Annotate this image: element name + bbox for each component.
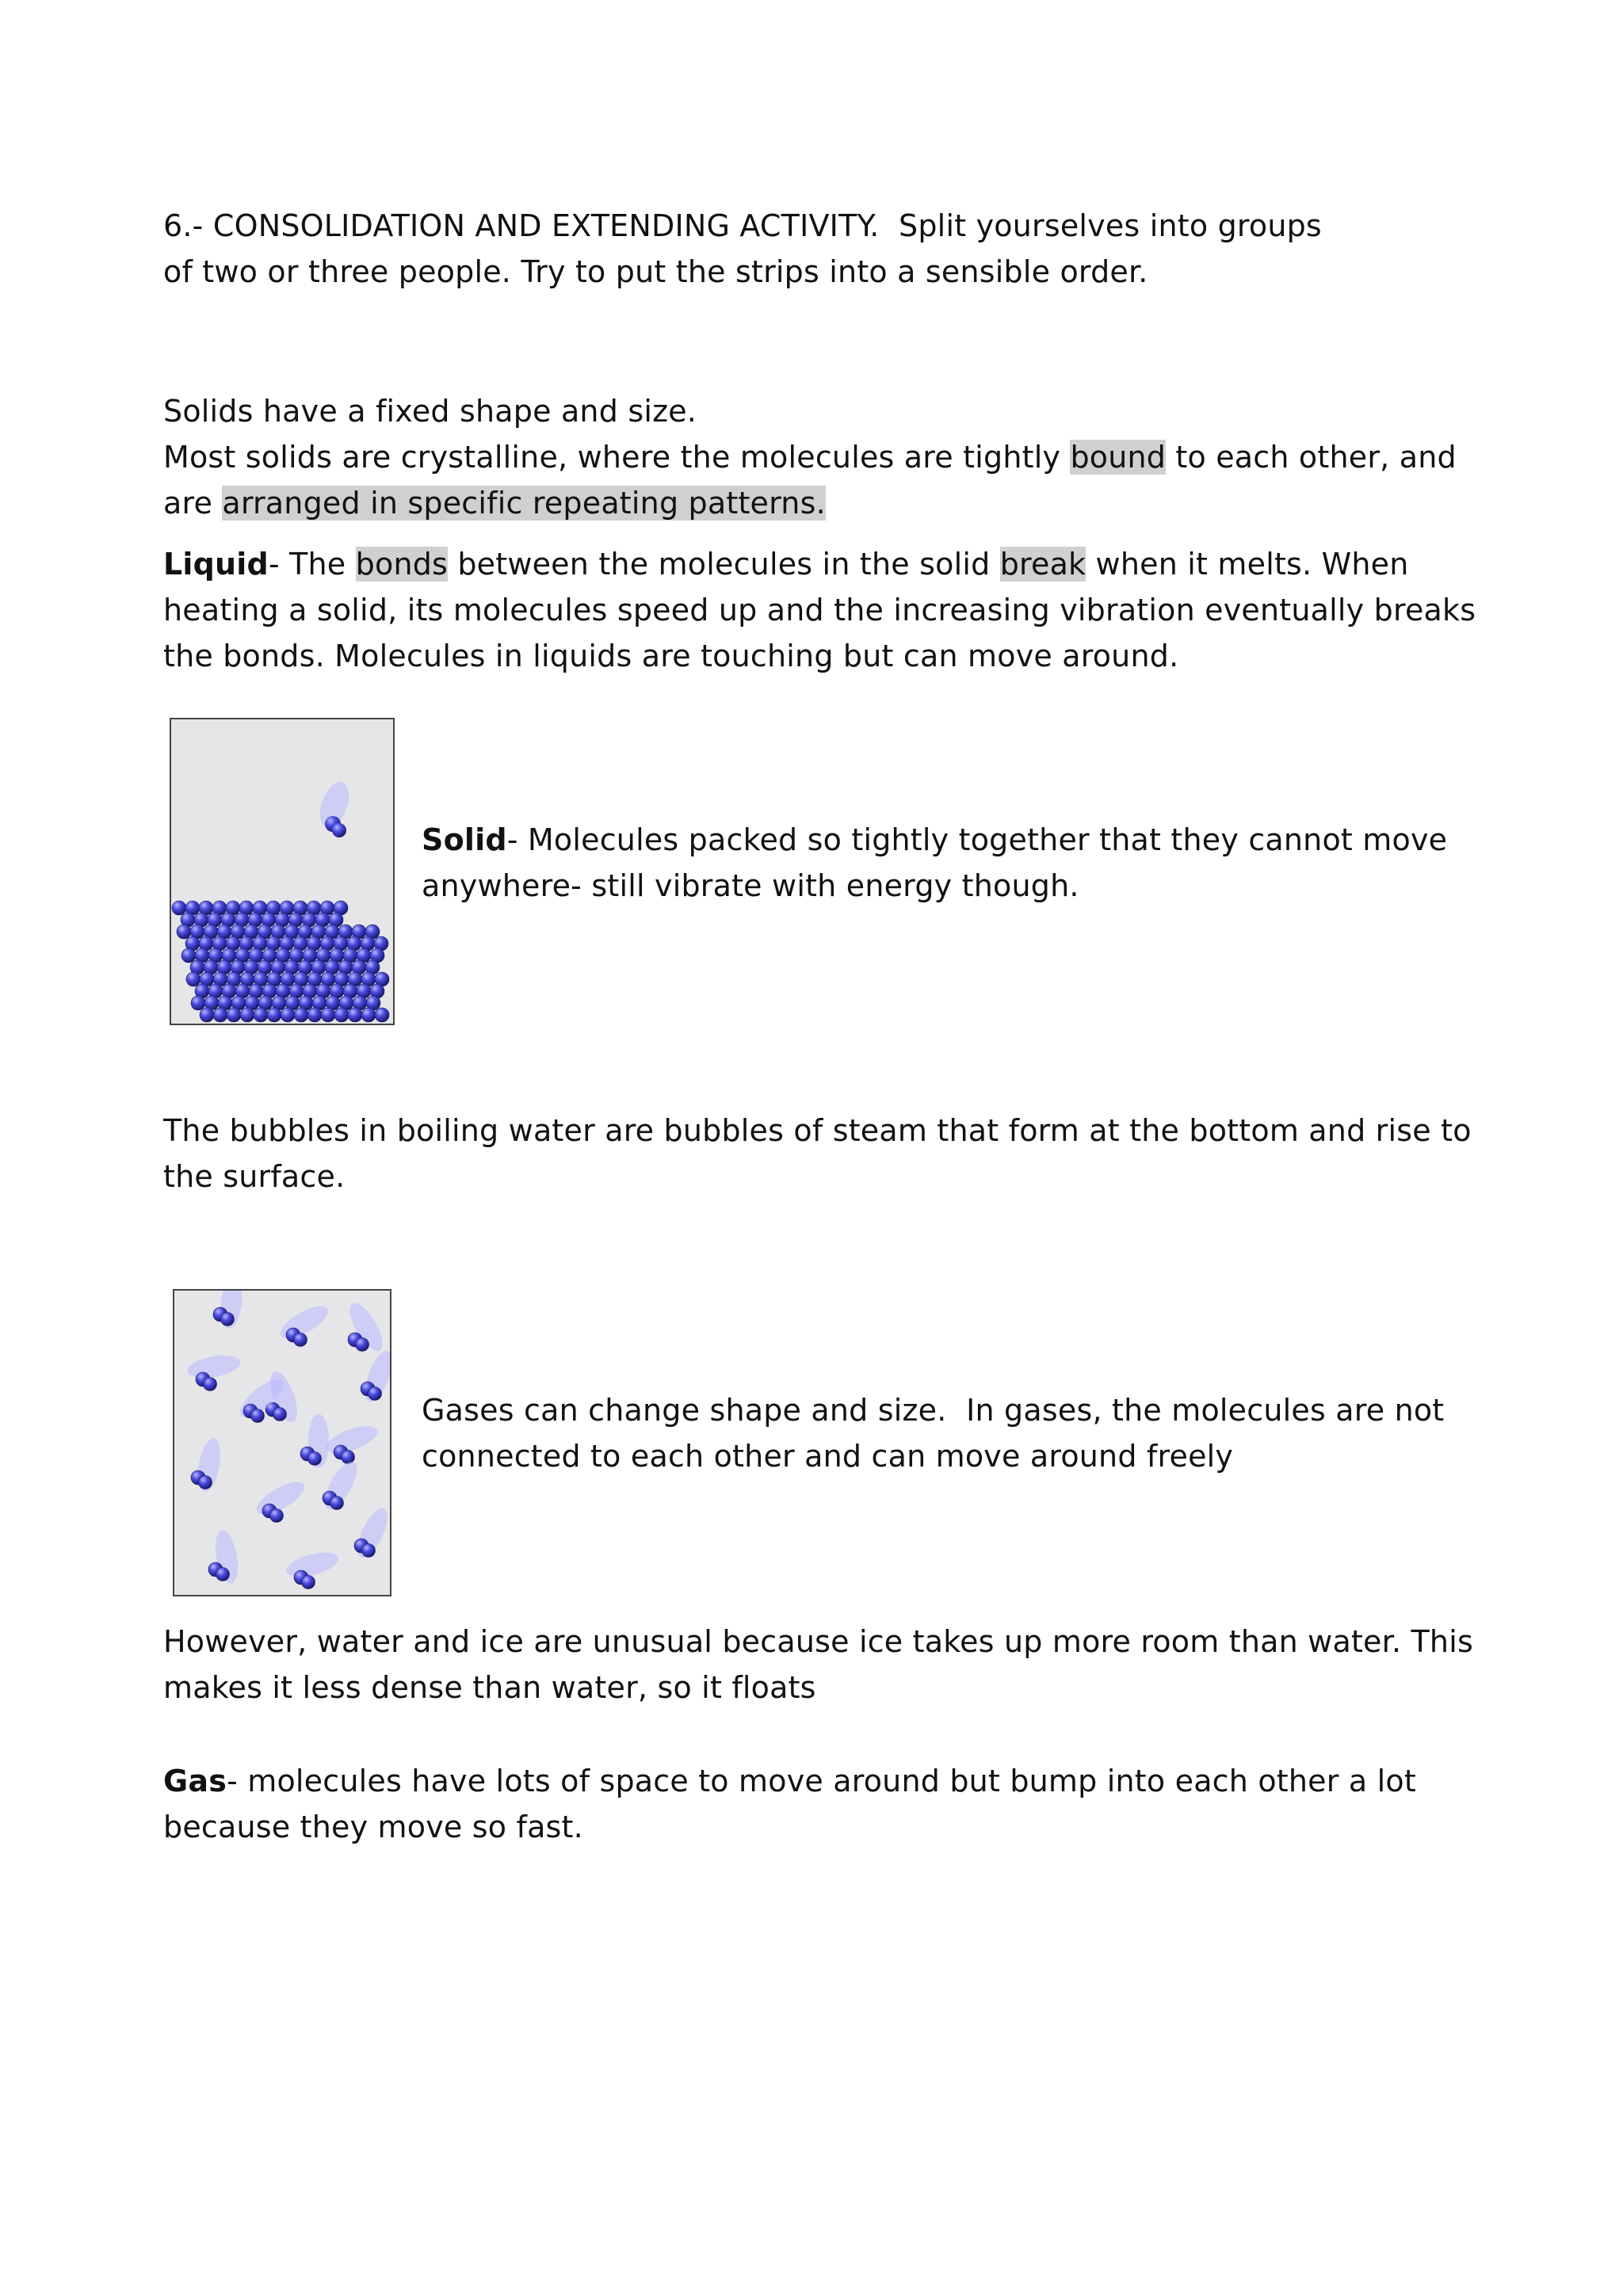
liquid-paragraph xyxy=(163,541,1479,679)
solid-caption-text: - Molecules packed so tightly together that they cannot move anywhere- still vibrate with energy though. xyxy=(422,822,1448,903)
molecule xyxy=(302,1576,315,1589)
molecule xyxy=(177,925,191,939)
activity-heading xyxy=(163,203,1479,295)
molecule xyxy=(251,1409,265,1423)
molecule xyxy=(294,1333,307,1347)
molecule xyxy=(200,1008,214,1022)
molecule xyxy=(213,1008,227,1022)
crystal-text-a: Most solids are crystalline, where the molecules are tightly xyxy=(163,440,1071,475)
highlight-pattern: arranged in specific repeating patterns. xyxy=(222,486,826,521)
solids-intro-line: Solids have a fixed shape and size. xyxy=(163,394,697,429)
ice-paragraph: However, water and ice are unusual because ice takes up more room than water. This makes it less dense than water, so it floats xyxy=(163,1624,1473,1705)
solid-term: Solid xyxy=(422,822,507,857)
molecule xyxy=(270,1509,284,1523)
molecule xyxy=(348,1008,362,1022)
molecule xyxy=(181,948,196,963)
highlight-bonds: bonds xyxy=(355,547,449,582)
solid-molecules-figure xyxy=(170,718,395,1025)
gas-molecules-illustration xyxy=(174,1291,390,1595)
molecule xyxy=(199,1476,212,1489)
molecule xyxy=(204,1378,217,1391)
solid-molecules-illustration xyxy=(171,719,393,1024)
molecule xyxy=(332,823,346,837)
gas-term: Gas xyxy=(163,1764,227,1798)
molecule xyxy=(369,1387,382,1401)
molecule xyxy=(191,996,205,1010)
crystal-text-c: are xyxy=(163,486,223,521)
molecule xyxy=(221,1313,235,1326)
highlight-bound: bound xyxy=(1070,440,1167,475)
molecule xyxy=(375,1008,389,1022)
highlight-break: break xyxy=(999,547,1086,582)
molecule xyxy=(361,1008,376,1022)
molecule xyxy=(227,1008,241,1022)
liquid-text-c: when it melts. When heating a solid, its molecules speed up and the increasing vibration eventually breaks the bonds. Molecules in liquids are touching but can move around. xyxy=(163,547,1476,673)
molecule xyxy=(321,1008,335,1022)
boiling-paragraph: The bubbles in boiling water are bubbles of steam that form at the bottom and rise to the surface. xyxy=(163,1113,1472,1194)
molecule xyxy=(216,1568,230,1581)
crystal-text-b: to each other, and xyxy=(1166,440,1457,475)
liquid-text-a: - The xyxy=(268,547,356,582)
molecule xyxy=(308,1452,322,1466)
gas-paragraph xyxy=(163,1758,1479,1850)
molecule xyxy=(240,1008,254,1022)
heading-line-2: of two or three people. Try to put the strips into a sensible order. xyxy=(163,254,1148,289)
molecule xyxy=(362,1544,376,1558)
molecule xyxy=(281,1008,295,1022)
gas-text: - molecules have lots of space to move around but bump into each other a lot because they move so fast. xyxy=(163,1764,1416,1844)
molecule xyxy=(307,1008,322,1022)
liquid-text-b: between the molecules in the solid xyxy=(448,547,1000,582)
liquid-term: Liquid xyxy=(163,547,269,582)
molecule xyxy=(273,1408,287,1421)
molecule xyxy=(186,972,200,986)
molecule xyxy=(330,1497,344,1510)
molecule xyxy=(356,1338,369,1352)
molecule xyxy=(267,1008,281,1022)
molecule xyxy=(294,1008,308,1022)
molecule xyxy=(172,901,186,915)
solids-paragraph xyxy=(163,388,1479,526)
motion-trail xyxy=(185,1352,242,1381)
molecule xyxy=(334,1008,349,1022)
molecule xyxy=(254,1008,268,1022)
solid-caption xyxy=(422,817,1476,909)
heading-line-1: 6.- CONSOLIDATION AND EXTENDING ACTIVITY. Split yourselves into groups xyxy=(163,208,1322,243)
gas-molecules-figure xyxy=(173,1289,391,1596)
gas-caption: Gases can change shape and size. In gases, the molecules are not connected to each other and can move around freely xyxy=(422,1393,1445,1474)
